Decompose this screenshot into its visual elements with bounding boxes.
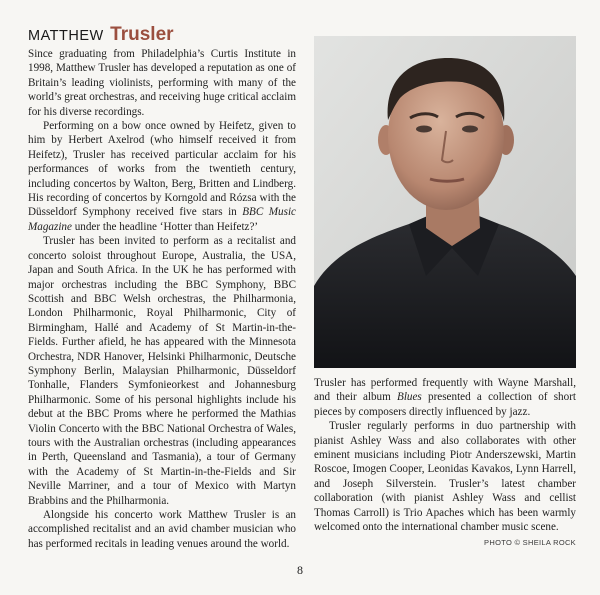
page-number: 8: [297, 563, 303, 577]
bio-paragraph-5-start: Trusler has performed frequently with Wayne Marshall, and their album: [314, 377, 576, 404]
bio-paragraph-5-end: presented a collection of short pieces by composers directly influenced by jazz.: [314, 391, 577, 418]
page-heading: [28, 24, 174, 46]
bio-paragraph-2-start: Performing on a bow once owned by Heifetz, given to him by Herbert Axelrod (who himself received it from Heifetz), Trusler has received particular acclaim for his performances of works from the twentieth century, including concertos by Walton, Berg, Britten and Lindberg. His recording of concertos by Korngold and Rózsa with the Düsseldorf Symphony received five stars in: [28, 120, 296, 219]
bio-paragraph-4: Alongside his concerto work Matthew Trusler is an accomplished recitalist and an avid chamber musician who has performed recitals in leading venues around the world.: [28, 509, 296, 550]
portrait-photo: [314, 36, 576, 368]
publication-title: BBC Music Magazine: [28, 206, 296, 233]
album-title: Blues: [397, 391, 422, 404]
biography-left-column: [28, 47, 296, 551]
bio-paragraph-6: Trusler regularly performs in duo partnership with pianist Ashley Wass and also collaborates with other eminent musicians including Piotr Anderszewski, Martin Roscoe, Imogen Cooper, Leonidas Kavakos, Lynn Harrell, and Joseph Silverstein. Trusler’s latest chamber collaboration (with pianist Ashley Wass and cellist Thomas Carroll) is Trio Apaches which has been warmly welcomed onto the international chamber music scene.: [314, 420, 576, 534]
photo-credit: PHOTO © SHEILA ROCK: [484, 538, 576, 547]
biography-right-column: [314, 376, 576, 534]
heading-first-name: MATTHEW: [28, 28, 104, 44]
bio-paragraph-2-end: under the headline ‘Hotter than Heifetz?’: [71, 220, 259, 233]
heading-last-name: Trusler: [110, 24, 174, 45]
bio-paragraph-3: Trusler has been invited to perform as a recitalist and concerto soloist throughout Europe, Australia, the USA, Japan and South Africa. In the UK he has performed with major orchestras including the BBC Symphony, BBC Scottish and BBC Welsh orchestras, the Philharmonia, London Philharmonic, Royal Philharmonic, City of Birmingham, Hallé and Academy of St Martin-in-the-Fields. Further afield, he has appeared with the Minnesota Orchestra, NDR Hanover, Helsinki Philharmonic, Deutsche Symphony Berlin, Malaysian Philharmonic, Düsseldorf Tonhalle, Flanders Symfonieorkest and Johannesburg Philharmonic. Some of his personal highlights include his debut at the BBC Proms where he performed the Mathias Violin Concerto with the BBC National Orchestra of Wales, tours with the Australian orchestras (including appearances in Perth, Queensland and Tasmania), a tour of Germany with the Academy of St Martin-in-the-Fields and Sir Neville Marriner, and a tour of Mexico with Martyn Brabbins and the Philharmonia.: [28, 235, 296, 507]
bio-paragraph-2: [28, 119, 296, 234]
bio-paragraph-5: [314, 376, 576, 419]
bio-paragraph-1: Since graduating from Philadelphia’s Curtis Institute in 1998, Matthew Trusler has developed a reputation as one of Britain’s leading violinists, performing with many of the world’s great orchestras, and receiving huge critical acclaim for his diverse recordings.: [28, 48, 296, 118]
